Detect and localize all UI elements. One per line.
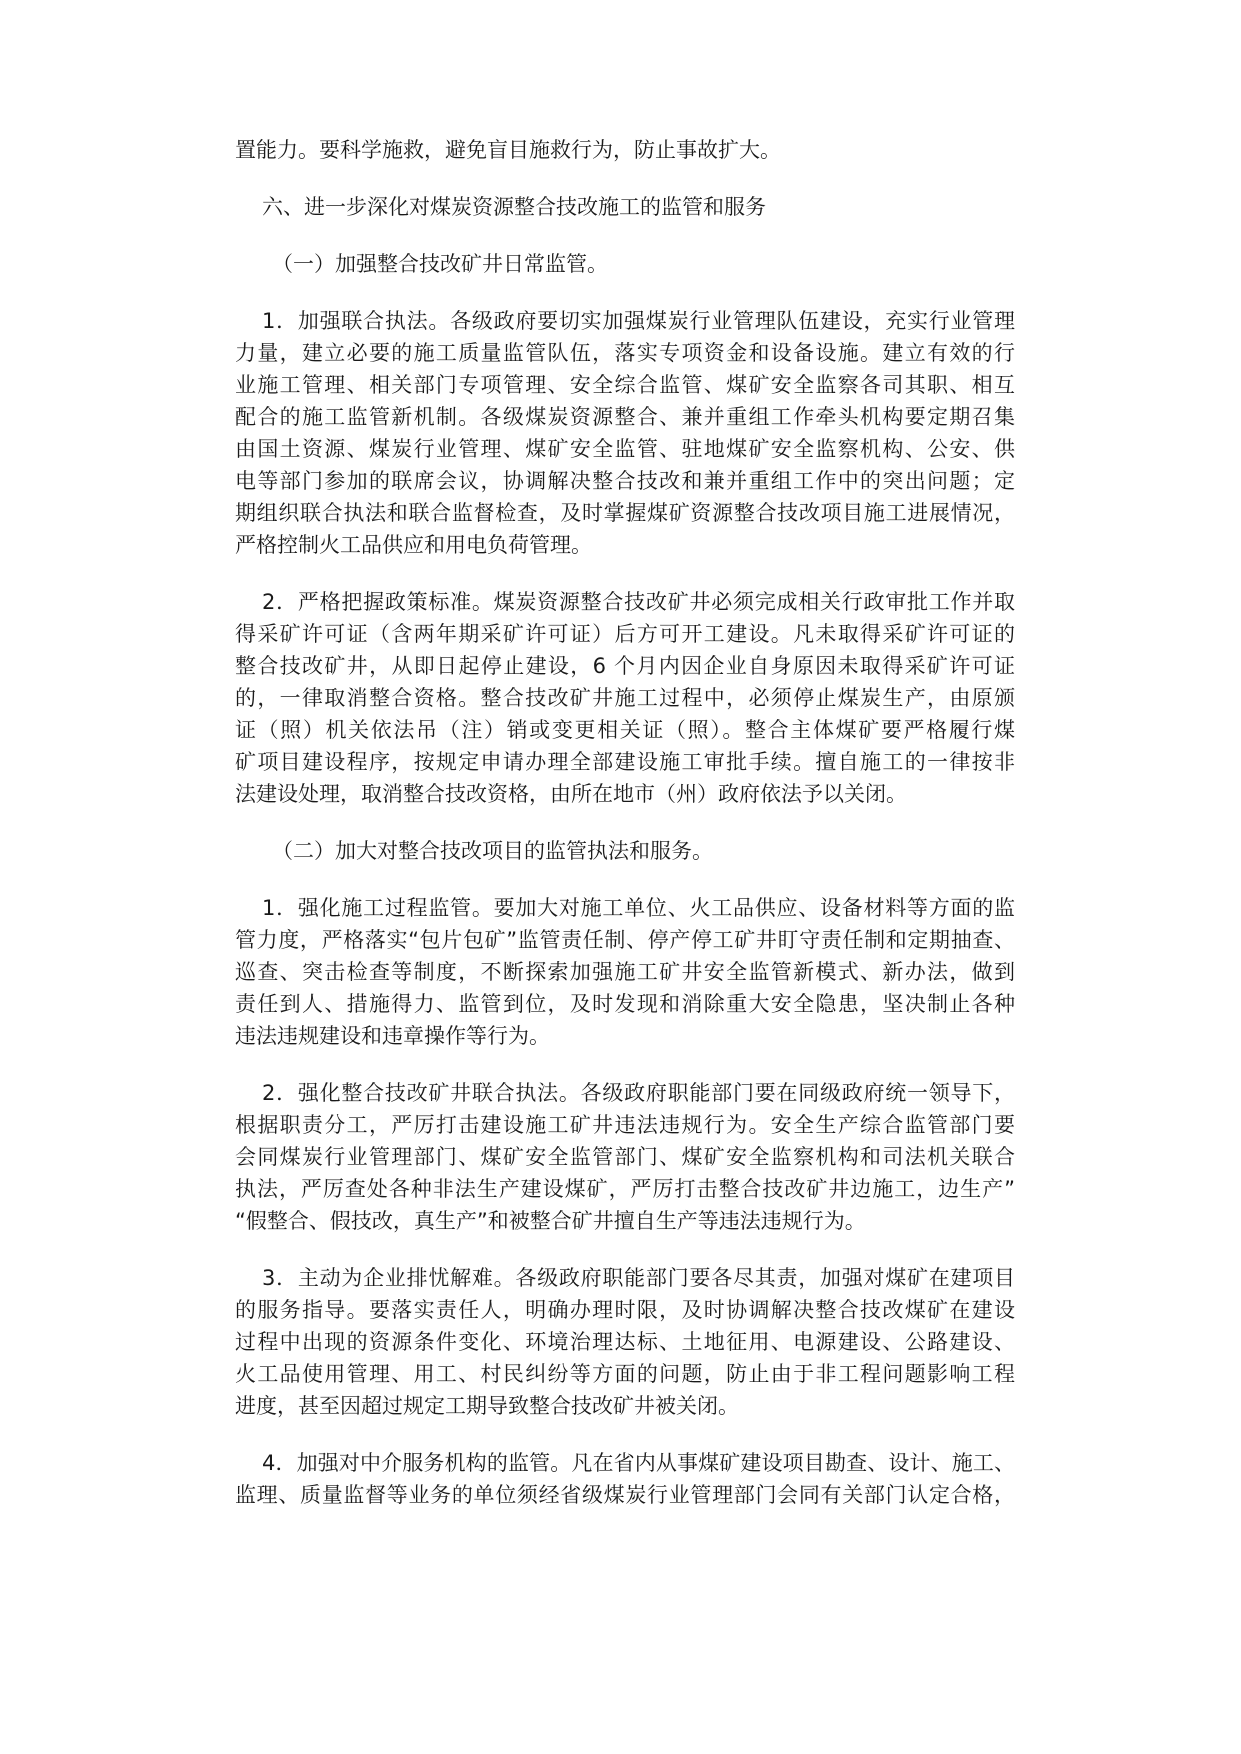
subsection-heading: （二）加大对整合技改项目的监管执法和服务。 — [272, 839, 713, 863]
paragraph-line: 得采矿许可证（含两年期采矿许可证）后方可开工建设。凡未取得采矿许可证的 — [235, 622, 1015, 646]
paragraph-line: 由国土资源、煤炭行业管理、煤矿安全监管、驻地煤矿安全监察机构、公安、供 — [235, 437, 1015, 461]
paragraph-line: 责任到人、措施得力、监管到位，及时发现和消除重大安全隐患，坚决制止各种 — [235, 992, 1015, 1016]
paragraph-line: 违法违规建设和违章操作等行为。 — [235, 1024, 550, 1048]
paragraph-line: 巡查、突击检查等制度，不断探索加强施工矿井安全监管新模式、新办法，做到 — [235, 960, 1015, 984]
paragraph-line: 业施工管理、相关部门专项管理、安全综合监管、煤矿安全监察各司其职、相互 — [235, 373, 1015, 397]
paragraph-line: 证（照）机关依法吊（注）销或变更相关证（照）。整合主体煤矿要严格履行煤 — [235, 718, 1015, 742]
paragraph-line: 的服务指导。要落实责任人，明确办理时限，及时协调解决整合技改煤矿在建设 — [235, 1298, 1015, 1322]
paragraph-line: 整合技改矿井，从即日起停止建设，6 个月内因企业自身原因未取得采矿许可证 — [235, 654, 1015, 678]
paragraph-line: 3．主动为企业排忧解难。各级政府职能部门要各尽其责，加强对煤矿在建项目 — [262, 1266, 1015, 1290]
paragraph-line: 执法，严厉查处各种非法生产建设煤矿，严厉打击整合技改矿井边施工，边生产” — [235, 1177, 1015, 1201]
paragraph-line: 4．加强对中介服务机构的监管。凡在省内从事煤矿建设项目勘查、设计、施工、 — [262, 1451, 1015, 1475]
paragraph-line: 矿项目建设程序，按规定申请办理全部建设施工审批手续。擅自施工的一律按非 — [235, 750, 1015, 774]
paragraph-line: 进度，甚至因超过规定工期导致整合技改矿井被关闭。 — [235, 1394, 739, 1418]
paragraph-line: 监理、质量监督等业务的单位须经省级煤炭行业管理部门会同有关部门认定合格， — [235, 1483, 1015, 1507]
paragraph-line: 火工品使用管理、用工、村民纠纷等方面的问题，防止由于非工程问题影响工程 — [235, 1362, 1015, 1386]
paragraph-line: 过程中出现的资源条件变化、环境治理达标、土地征用、电源建设、公路建设、 — [235, 1330, 1015, 1354]
paragraph-line: 配合的施工监管新机制。各级煤炭资源整合、兼并重组工作牵头机构要定期召集 — [235, 405, 1015, 429]
section-heading: 六、进一步深化对煤炭资源整合技改施工的监管和服务 — [262, 195, 766, 219]
paragraph-line: “假整合、假技改，真生产”和被整合矿井擅自生产等违法违规行为。 — [235, 1209, 866, 1233]
paragraph-line: 1．加强联合执法。各级政府要切实加强煤炭行业管理队伍建设，充实行业管理 — [262, 309, 1015, 333]
paragraph-line: 2．严格把握政策标准。煤炭资源整合技改矿井必须完成相关行政审批工作并取 — [262, 590, 1015, 614]
paragraph-line: 2．强化整合技改矿井联合执法。各级政府职能部门要在同级政府统一领导下， — [262, 1081, 1015, 1105]
text-line: 置能力。要科学施救，避免盲目施救行为，防止事故扩大。 — [235, 138, 781, 162]
paragraph-line: 法建设处理，取消整合技改资格，由所在地市（州）政府依法予以关闭。 — [235, 782, 907, 806]
paragraph-line: 的，一律取消整合资格。整合技改矿井施工过程中，必须停止煤炭生产，由原颁 — [235, 686, 1015, 710]
paragraph-line: 管力度，严格落实“包片包矿”监管责任制、停产停工矿井盯守责任制和定期抽查、 — [235, 928, 1015, 952]
paragraph-line: 严格控制火工品供应和用电负荷管理。 — [235, 533, 592, 557]
paragraph-line: 电等部门参加的联席会议，协调解决整合技改和兼并重组工作中的突出问题；定 — [235, 469, 1015, 493]
paragraph-line: 力量，建立必要的施工质量监管队伍，落实专项资金和设备设施。建立有效的行 — [235, 341, 1015, 365]
paragraph-line: 根据职责分工，严厉打击建设施工矿井违法违规行为。安全生产综合监管部门要 — [235, 1113, 1015, 1137]
paragraph-line: 会同煤炭行业管理部门、煤矿安全监管部门、煤矿安全监察机构和司法机关联合 — [235, 1145, 1015, 1169]
paragraph-line: 期组织联合执法和联合监督检查，及时掌握煤矿资源整合技改项目施工进展情况， — [235, 501, 1015, 525]
subsection-heading: （一）加强整合技改矿井日常监管。 — [272, 252, 608, 276]
paragraph-line: 1．强化施工过程监管。要加大对施工单位、火工品供应、设备材料等方面的监 — [262, 896, 1015, 920]
